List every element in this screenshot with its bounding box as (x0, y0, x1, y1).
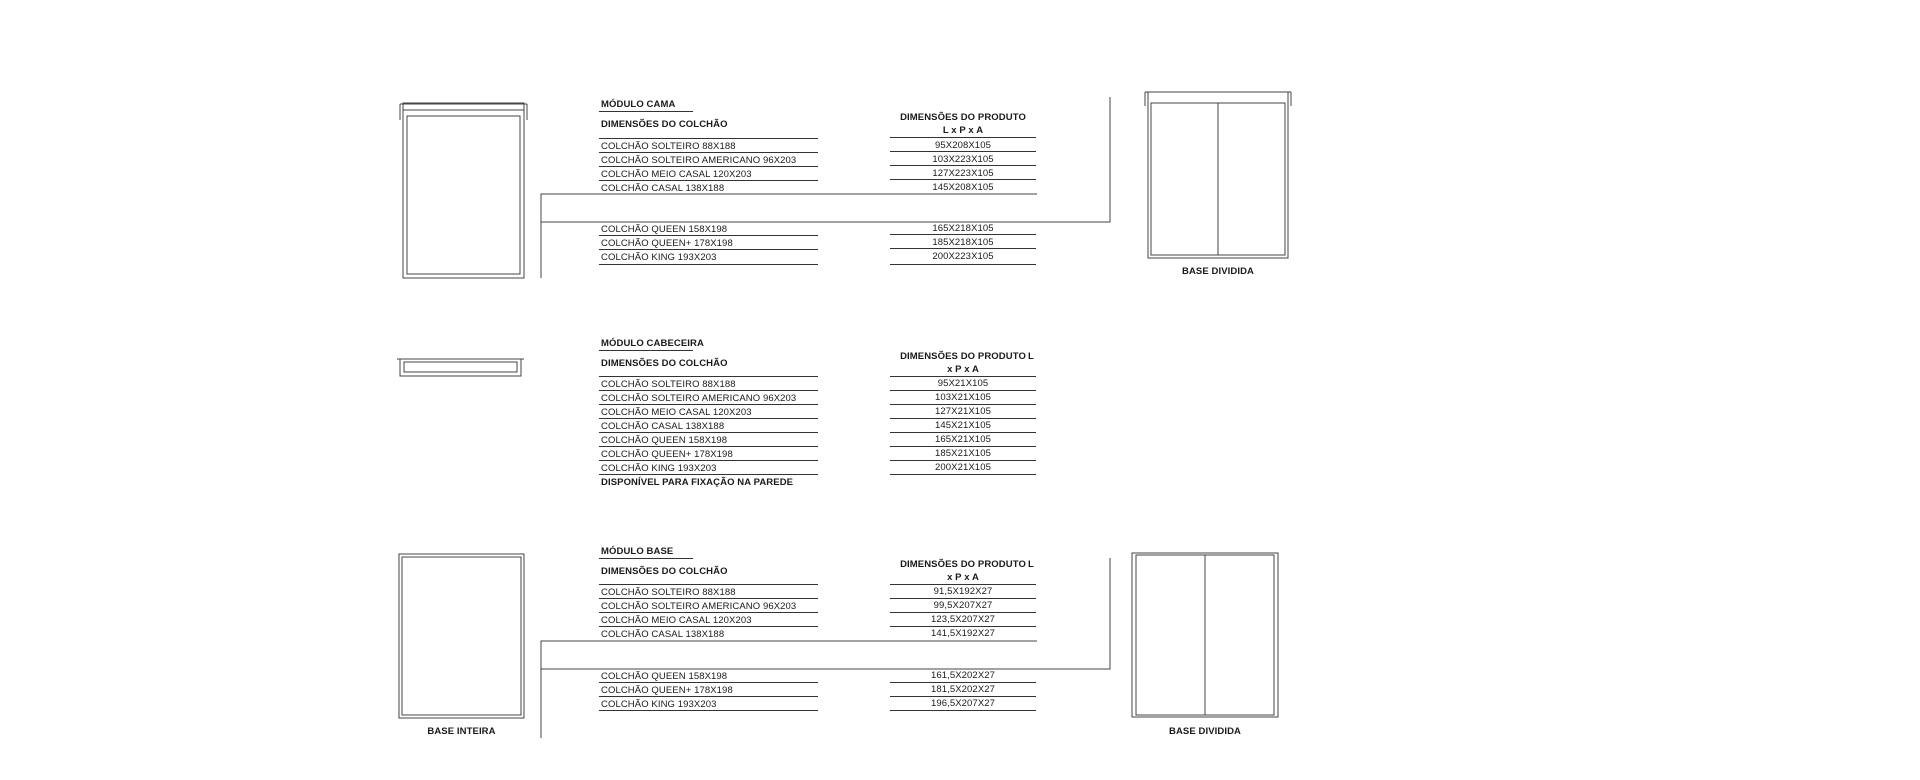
product-row: 200X21X105 (935, 462, 991, 473)
mattress-row: COLCHÃO QUEEN+ 178X198 (601, 685, 733, 696)
footnote: DISPONÍVEL PARA FIXAÇÃO NA PAREDE (601, 477, 794, 488)
mattress-dimensions-header: DIMENSÕES DO COLCHÃO (601, 566, 728, 577)
product-row: 103X21X105 (935, 392, 991, 403)
product-dimensions-subheader: L x P x A (942, 125, 984, 136)
mattress-row: COLCHÃO SOLTEIRO 88X188 (601, 141, 736, 152)
product-row: 161,5X202X27 (930, 670, 996, 681)
mattress-row: COLCHÃO MEIO CASAL 120X203 (601, 615, 752, 626)
divided-base-drawing-bottom (1132, 553, 1278, 717)
full-base-drawing (399, 554, 524, 718)
product-dimensions-subheader: x P x A (947, 572, 979, 583)
mattress-row: COLCHÃO CASAL 138X188 (601, 183, 725, 194)
mattress-row: COLCHÃO SOLTEIRO AMERICANO 96X203 (601, 155, 797, 166)
divided-base-drawing-top (1145, 92, 1291, 258)
product-row: 95X21X105 (937, 378, 989, 389)
product-row: 165X21X105 (935, 434, 991, 445)
mattress-row: COLCHÃO MEIO CASAL 120X203 (601, 169, 752, 180)
left-caption: BASE INTEIRA (427, 726, 496, 737)
product-row: 91,5X192X27 (933, 586, 993, 597)
mattress-row: COLCHÃO QUEEN 158X198 (601, 435, 728, 446)
right-caption: BASE DIVIDIDA (1181, 266, 1255, 277)
right-caption: BASE DIVIDIDA (1168, 726, 1242, 737)
mattress-row: COLCHÃO SOLTEIRO 88X188 (601, 587, 736, 598)
mattress-row: COLCHÃO CASAL 138X188 (601, 629, 725, 640)
mattress-row: COLCHÃO CASAL 138X188 (601, 421, 725, 432)
mattress-row: COLCHÃO SOLTEIRO AMERICANO 96X203 (601, 393, 797, 404)
mattress-row: COLCHÃO QUEEN+ 178X198 (601, 449, 733, 460)
mattress-row: COLCHÃO QUEEN 158X198 (601, 671, 728, 682)
product-row: 141,5X192X27 (930, 628, 996, 639)
mattress-row: COLCHÃO KING 193X203 (601, 252, 717, 263)
product-row: 95X208X105 (935, 140, 991, 151)
product-row: 200X223X105 (932, 251, 994, 262)
product-row: 196,5X207X27 (930, 698, 996, 709)
mattress-row: COLCHÃO QUEEN+ 178X198 (601, 238, 733, 249)
mattress-row: COLCHÃO KING 193X203 (601, 699, 717, 710)
product-dimensions-header: DIMENSÕES DO PRODUTO (900, 351, 1026, 362)
mattress-dimensions-header: DIMENSÕES DO COLCHÃO (601, 119, 728, 130)
mattress-row: COLCHÃO QUEEN 158X198 (601, 224, 728, 235)
product-row: 145X21X105 (935, 420, 991, 431)
product-row: 127X21X105 (935, 406, 991, 417)
product-row: 165X218X105 (932, 223, 994, 234)
title-underline (599, 111, 693, 112)
mattress-row: COLCHÃO MEIO CASAL 120X203 (601, 407, 752, 418)
product-dimensions-header-tail: L (1028, 559, 1034, 570)
bed-module-drawing (400, 103, 527, 278)
product-dimensions-header-tail: L (1028, 351, 1034, 362)
product-row: 103X223X105 (932, 154, 994, 165)
mattress-dimensions-header: DIMENSÕES DO COLCHÃO (601, 358, 728, 369)
mattress-row: COLCHÃO SOLTEIRO 88X188 (601, 379, 736, 390)
product-row: 127X223X105 (932, 168, 994, 179)
product-row: 123,5X207X27 (930, 614, 996, 625)
product-row: 181,5X202X27 (930, 684, 996, 695)
product-row: 145X208X105 (932, 182, 994, 193)
product-row: 185X218X105 (932, 237, 994, 248)
product-dimensions-header: DIMENSÕES DO PRODUTO (900, 559, 1026, 570)
connector-lines-bottom (541, 558, 1110, 738)
module-title: MÓDULO CAMA (601, 99, 676, 110)
product-row: 99,5X207X27 (933, 600, 993, 611)
product-dimensions-subheader: x P x A (947, 364, 979, 375)
product-row: 185X21X105 (935, 448, 991, 459)
product-dimensions-header: DIMENSÕES DO PRODUTO (900, 112, 1026, 123)
module-title: MÓDULO BASE (601, 546, 674, 557)
headboard-module-drawing (397, 359, 524, 376)
mattress-row: COLCHÃO KING 193X203 (601, 463, 717, 474)
module-title: MÓDULO CABECEIRA (601, 338, 704, 349)
mattress-row: COLCHÃO SOLTEIRO AMERICANO 96X203 (601, 601, 797, 612)
